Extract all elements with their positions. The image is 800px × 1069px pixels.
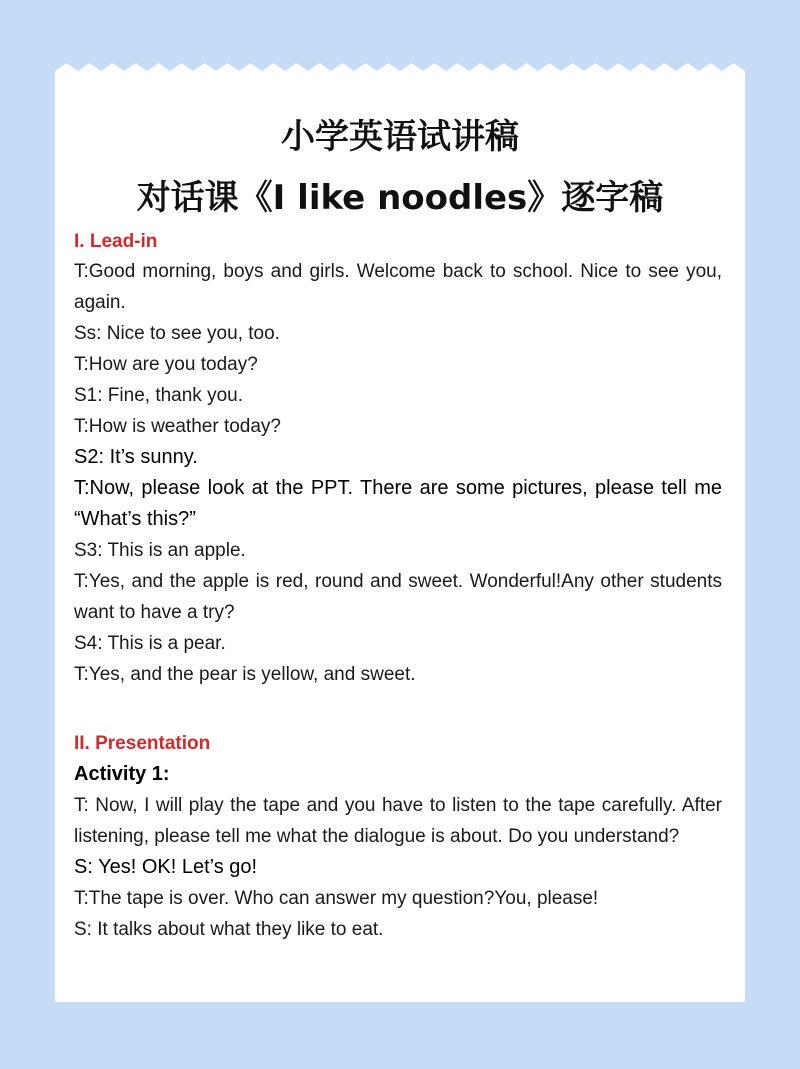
paper-torn-edge xyxy=(55,63,745,79)
dialogue-line: S3: This is an apple. xyxy=(74,540,246,561)
dialogue-line: S2: It’s sunny. xyxy=(74,446,198,468)
section-heading-presentation: II. Presentation xyxy=(74,733,211,754)
dialogue-line: T:How is weather today? xyxy=(74,416,281,437)
dialogue-line: S: It talks about what they like to eat. xyxy=(74,919,384,940)
dialogue-line: T:Yes, and the apple is red, round and sweet. Wonderful!Any other students want to have a try? xyxy=(74,571,722,623)
page-title: 小学英语试讲稿 xyxy=(281,117,519,157)
script-content xyxy=(74,228,722,945)
section-heading-lead-in: I. Lead-in xyxy=(74,231,158,252)
dialogue-line: T:Now, please look at the PPT. There are some pictures, please tell me “What’s this?” xyxy=(74,477,722,530)
page-subtitle: 对话课《I like noodles》逐字稿 xyxy=(136,178,664,218)
section-spacer xyxy=(74,690,722,730)
dialogue-line: S4: This is a pear. xyxy=(74,633,226,654)
dialogue-line: T: Now, I will play the tape and you have to listen to the tape carefully. After listening, please tell me what the dialogue is about. Do you understand? xyxy=(74,795,722,847)
dialogue-line: T:Yes, and the pear is yellow, and sweet. xyxy=(74,664,416,685)
activity-label: Activity 1: xyxy=(74,763,170,785)
dialogue-line: Ss: Nice to see you, too. xyxy=(74,323,280,344)
dialogue-line: S1: Fine, thank you. xyxy=(74,385,243,406)
dialogue-line: T:Good morning, boys and girls. Welcome back to school. Nice to see you, again. xyxy=(74,261,722,313)
dialogue-line: T:How are you today? xyxy=(74,354,258,375)
dialogue-line: T:The tape is over. Who can answer my question?You, please! xyxy=(74,888,599,909)
dialogue-line: S: Yes! OK! Let’s go! xyxy=(74,856,258,878)
